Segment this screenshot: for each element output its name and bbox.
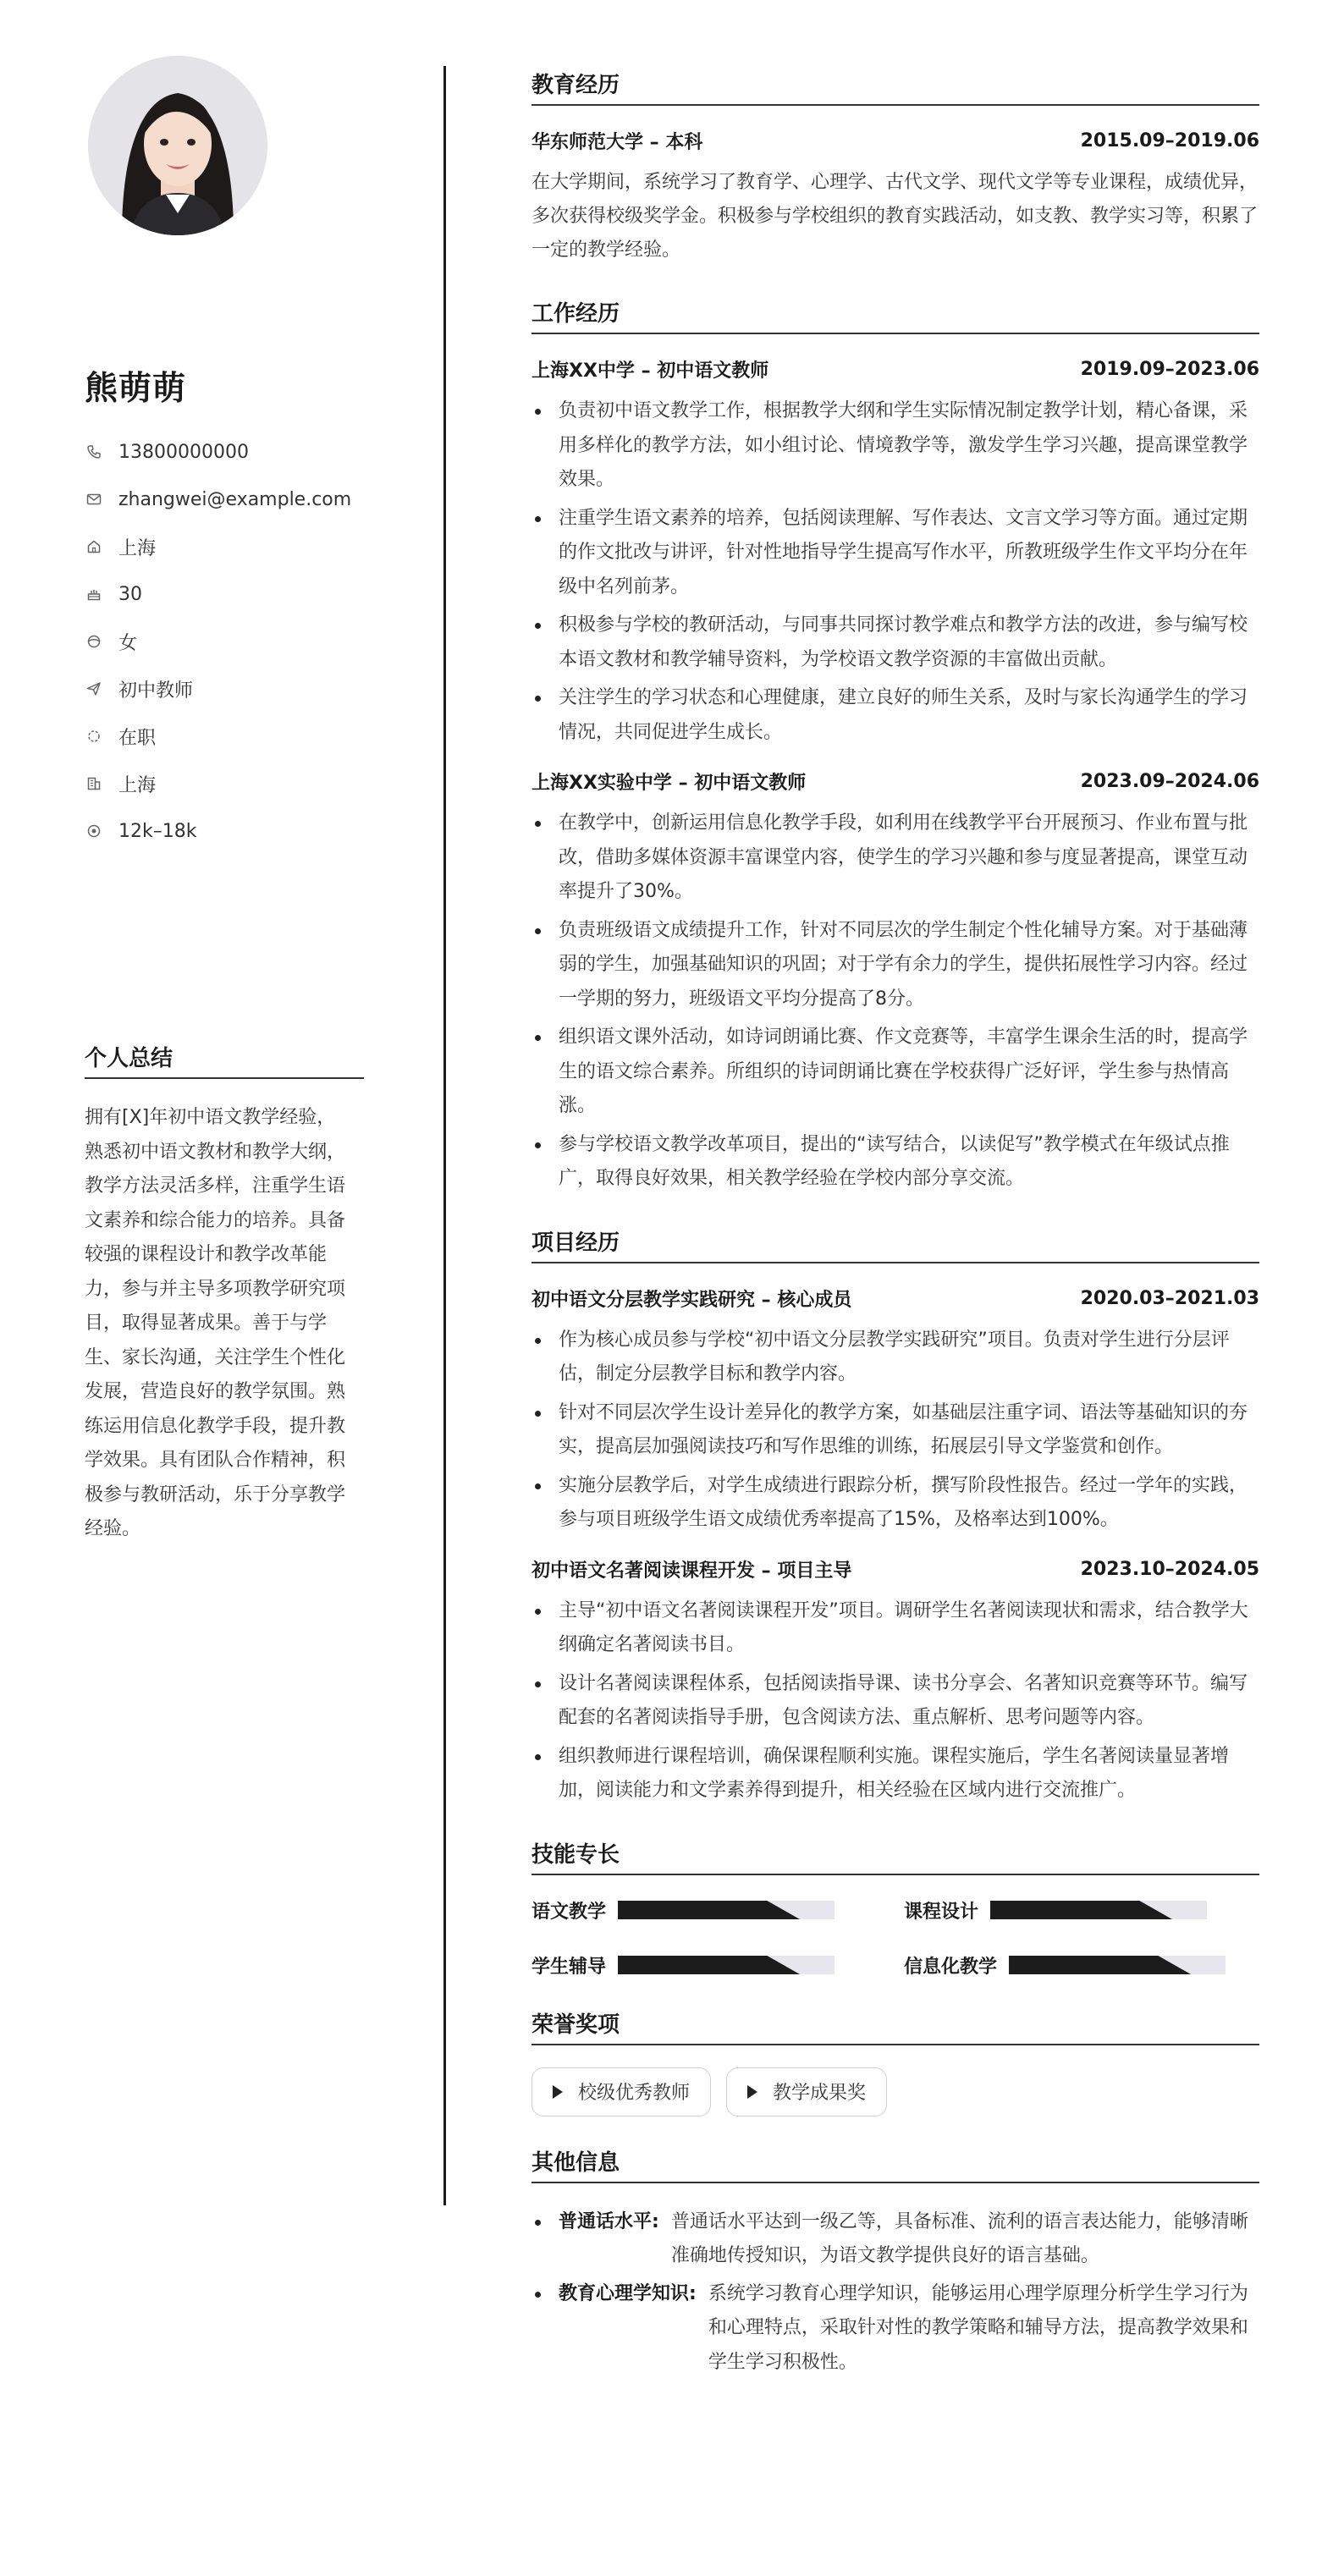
section-title: 项目经历	[532, 1225, 1259, 1263]
section-title: 荣誉奖项	[532, 2007, 1259, 2045]
work-section	[532, 296, 1259, 1197]
skill-level-bar	[1009, 1956, 1226, 1974]
home-icon	[85, 537, 103, 556]
cake-icon	[85, 585, 103, 603]
skill-level-fill	[618, 1901, 800, 1919]
contact-text: 初中教师	[118, 680, 194, 702]
skill-level-fill	[990, 1901, 1172, 1919]
other-info-label: 普通话水平:	[559, 2210, 659, 2232]
entry-date: 2020.03–2021.03	[1080, 1287, 1259, 1309]
honors-section	[532, 2007, 1259, 2116]
avatar-portrait	[88, 56, 267, 235]
bullet-item: 积极参与学校的教研活动，与同事共同探讨教学难点和教学方法的改进，参与编写校本语文教材和教学辅导资料，为学校语文教学资源的丰富做出贡献。	[532, 608, 1259, 677]
skill-level-fill	[618, 1956, 800, 1974]
entry-header	[532, 128, 1259, 154]
contact-status	[85, 713, 364, 760]
bullet-item: 关注学生的学习状态和心理健康，建立良好的师生关系，及时与家长沟通学生的学习情况，共同促进学生成长。	[532, 681, 1259, 750]
honor-label: 校级优秀教师	[578, 2083, 691, 2104]
bullet-item: 设计名著阅读课程体系，包括阅读指导课、读书分享会、名著知识竞赛等环节。编写配套的名著阅读指导手册，包含阅读方法、重点解析、思考问题等内容。	[532, 1667, 1259, 1736]
contact-email	[85, 476, 364, 523]
skill-item	[904, 1952, 1259, 1979]
contact-list	[85, 428, 364, 855]
entry-date: 2023.10–2024.05	[1080, 1558, 1259, 1580]
entry-title: 上海XX中学 – 初中语文教师	[532, 361, 769, 382]
summary-text: 拥有[X]年初中语文教学经验，熟悉初中语文教材和教学大纲，教学方法灵活多样，注重学生语文素养和综合能力的培养。具备较强的课程设计和教学改革能力，参与并主导多项教学研究项目，取得显著成果。善于与学生、家长沟通，关注学生个性化发展，营造良好的教学氛围。熟练运用信息化教学手段，提升教学效果。具有团队合作精神，积极参与教研活动，乐于分享教学经验。	[85, 1107, 346, 1539]
entry-title: 华东师范大学 – 本科	[532, 132, 703, 153]
contact-location	[85, 523, 364, 570]
bullet-item: 组织语文课外活动，如诗词朗诵比赛、作文竞赛等，丰富学生课余生活的时，提高学生的语文综合素养。所组织的诗词朗诵比赛在学校获得广泛好评，学生参与热情高涨。	[532, 1021, 1259, 1124]
contact-position	[85, 665, 364, 713]
skill-level-bar	[618, 1901, 834, 1919]
skill-level-fill	[1009, 1956, 1191, 1974]
bullet-item: 负责初中语文教学工作，根据教学大纲和学生实际情况制定教学计划，精心备课，采用多样化的教学方法，如小组讨论、情境教学等，激发学生学习兴趣，提高课堂教学效果。	[532, 394, 1259, 498]
money-icon	[85, 822, 103, 840]
building-icon	[85, 774, 103, 793]
skill-level-bar	[990, 1901, 1207, 1919]
skills-section	[532, 1837, 1259, 1979]
other-info-item	[532, 2277, 1259, 2381]
summary-title: 个人总结	[85, 1041, 364, 1079]
other-info-text: 普通话水平达到一级乙等，具备标准、流利的语言表达能力，能够清晰准确地传授知识，为语文教学提供良好的语言基础。	[670, 2210, 1248, 2266]
entry-date: 2023.09–2024.06	[1080, 771, 1259, 792]
other-section	[532, 2145, 1259, 2381]
other-info-text: 系统学习教育心理学知识，能够运用心理学原理分析学生学习行为和心理特点，采取针对性的教学策略和辅导方法，提高教学效果和学生学习积极性。	[708, 2282, 1248, 2373]
bullet-item: 参与学校语文教学改革项目，提出的“读写结合，以读促写”教学模式在年级试点推广，取得良好效果，相关教学经验在学校内部分享交流。	[532, 1128, 1259, 1197]
entry-date: 2019.09–2023.06	[1080, 359, 1259, 380]
entry-header	[532, 1285, 1259, 1312]
contact-text: 13800000000	[118, 441, 249, 463]
bullet-item: 负责班级语文成绩提升工作，针对不同层次的学生制定个性化辅导方案。对于基础薄弱的学生，加强基础知识的巩固；对于学有余力的学生，提供拓展性学习内容。经过一学期的努力，班级语文平均分提高了8分。	[532, 914, 1259, 1017]
work-entry	[532, 768, 1259, 1197]
bullet-item: 在教学中，创新运用信息化教学手段，如利用在线教学平台开展预习、作业布置与批改，借助多媒体资源丰富课堂内容，使学生的学习兴趣和参与度显著提高，课堂互动率提升了30%。	[532, 806, 1259, 910]
bullet-list	[532, 806, 1259, 1197]
skill-name: 学生辅导	[532, 1956, 607, 1978]
skill-name: 课程设计	[904, 1901, 979, 1923]
honor-label: 教学成果奖	[773, 2083, 867, 2104]
contact-text: 上海	[118, 774, 157, 796]
send-icon	[85, 680, 103, 698]
bullet-item: 组织教师进行课程培训，确保课程顺利实施。课程实施后，学生名著阅读量显著增加，阅读能力和文学素养得到提升，相关经验在区域内进行交流推广。	[532, 1740, 1259, 1808]
contact-text: 女	[118, 632, 138, 654]
contact-text: 上海	[118, 537, 157, 559]
play-triangle-icon	[553, 2085, 563, 2099]
bullet-item: 作为核心成员参与学校“初中语文分层教学实践研究”项目。负责对学生进行分层评估，制定分层教学目标和教学内容。	[532, 1324, 1259, 1392]
bullet-list	[532, 394, 1259, 750]
skill-name: 语文教学	[532, 1901, 607, 1923]
contact-city	[85, 760, 364, 807]
entry-title: 上海XX实验中学 – 初中语文教师	[532, 773, 807, 794]
honor-tag	[726, 2067, 887, 2116]
entry-header	[532, 356, 1259, 383]
main-content	[532, 68, 1259, 2408]
skill-level-bar	[618, 1956, 834, 1974]
entry-title: 初中语文分层教学实践研究 – 核心成员	[532, 1289, 852, 1311]
play-triangle-icon	[747, 2085, 757, 2099]
entry-description: 在大学期间，系统学习了教育学、心理学、古代文学、现代文学等专业课程，成绩优异，多次获得校级奖学金。积极参与学校组织的教育实践活动，如支教、教学实习等，积累了一定的教学经验。	[532, 172, 1259, 261]
project-entry	[532, 1285, 1259, 1538]
honor-list	[532, 2067, 1259, 2116]
avatar-photo	[88, 56, 267, 235]
contact-text: zhangwei@example.com	[118, 488, 352, 510]
skill-item	[532, 1952, 904, 1979]
contact-gender	[85, 618, 364, 665]
bullet-list	[532, 1594, 1259, 1808]
bullet-item: 针对不同层次学生设计差异化的教学方案，如基础层注重字词、语法等基础知识的夯实，提高层加强阅读技巧和写作思维的训练，拓展层引导文学鉴赏和创作。	[532, 1396, 1259, 1465]
entry-header	[532, 1556, 1259, 1582]
honor-tag	[532, 2067, 711, 2116]
bullet-item: 实施分层教学后，对学生成绩进行跟踪分析，撰写阶段性报告。经过一学年的实践，参与项目班级学生语文成绩优秀率提高了15%，及格率达到100%。	[532, 1469, 1259, 1538]
section-title: 其他信息	[532, 2145, 1259, 2183]
entry-header	[532, 768, 1259, 795]
entry-title: 初中语文名著阅读课程开发 – 项目主导	[532, 1560, 852, 1582]
vertical-divider	[443, 66, 446, 2205]
mail-icon	[85, 490, 103, 509]
education-entry	[532, 128, 1259, 267]
skill-item	[904, 1897, 1259, 1924]
projects-section	[532, 1225, 1259, 1808]
entry-date: 2015.09–2019.06	[1080, 130, 1259, 151]
contact-phone	[85, 428, 364, 476]
section-title: 教育经历	[532, 68, 1259, 106]
bullet-list	[532, 1324, 1259, 1538]
section-title: 工作经历	[532, 296, 1259, 334]
contact-age	[85, 570, 364, 618]
bullet-item: 主导“初中语文名著阅读课程开发”项目。调研学生名著阅读现状和需求，结合教学大纲确定名著阅读书目。	[532, 1594, 1259, 1663]
gender-icon	[85, 632, 103, 651]
other-info-label: 教育心理学知识:	[559, 2282, 697, 2304]
other-info-item	[532, 2205, 1259, 2274]
contact-text: 12k–18k	[118, 820, 197, 842]
contact-salary	[85, 807, 364, 855]
section-title: 技能专长	[532, 1837, 1259, 1875]
skill-name: 信息化教学	[904, 1956, 998, 1978]
profile-name: 熊萌萌	[85, 370, 187, 408]
education-section	[532, 68, 1259, 267]
contact-text: 在职	[118, 727, 157, 749]
project-entry	[532, 1556, 1259, 1808]
skill-item	[532, 1897, 904, 1924]
contact-text: 30	[118, 583, 142, 605]
phone-icon	[85, 443, 103, 461]
work-entry	[532, 356, 1259, 750]
summary-section	[85, 1041, 364, 1566]
bullet-item: 注重学生语文素养的培养，包括阅读理解、写作表达、文言文学习等方面。通过定期的作文批改与讲评，针对性地指导学生提高写作水平，所教班级学生作文平均分在年级中名列前茅。	[532, 502, 1259, 605]
skills-grid	[532, 1897, 1259, 1979]
status-icon	[85, 727, 103, 746]
